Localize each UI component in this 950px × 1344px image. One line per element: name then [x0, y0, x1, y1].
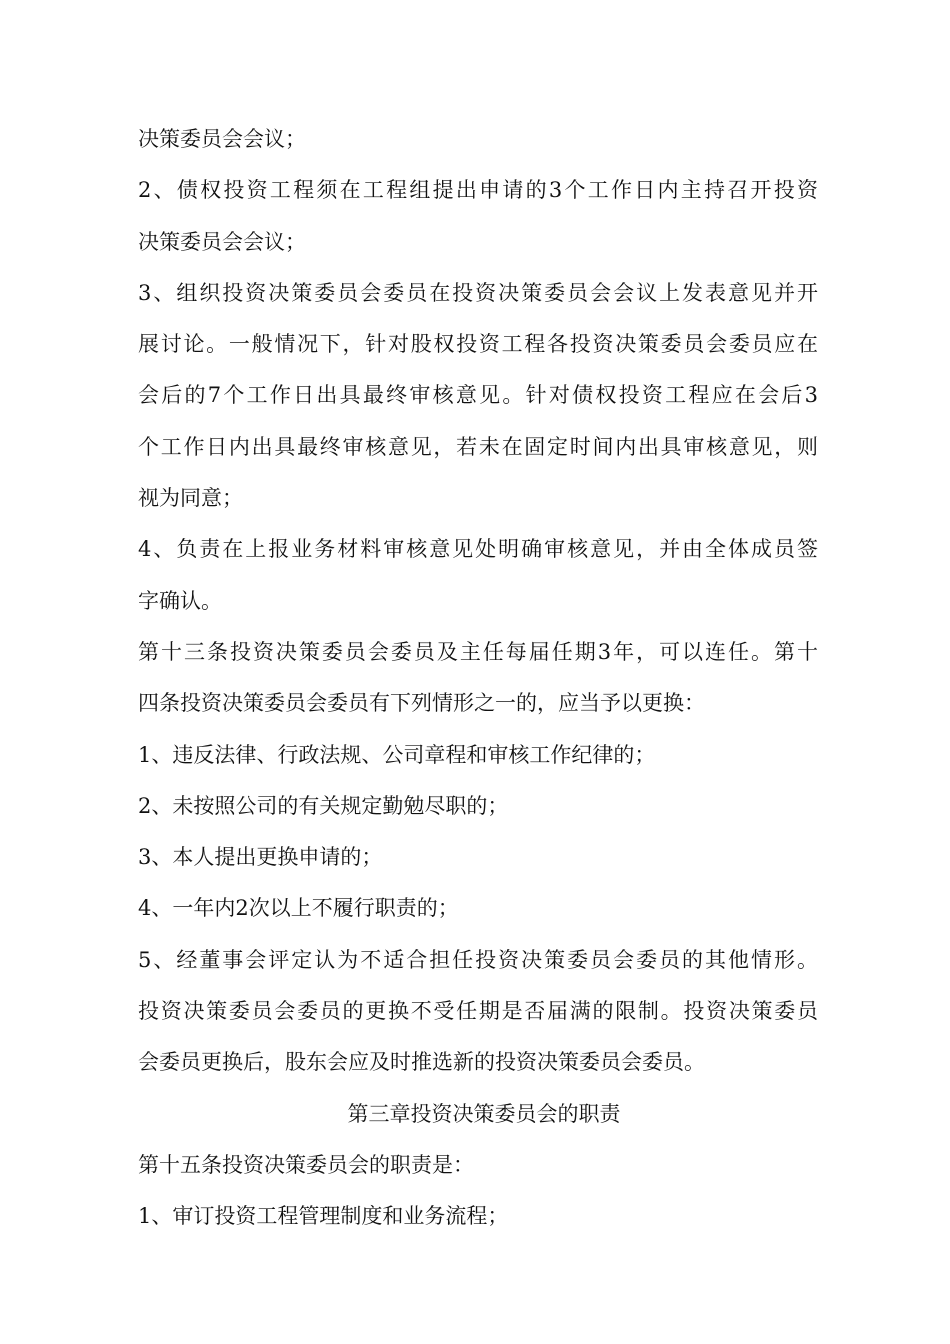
- text-line: 第十三条投资决策委员会委员及主任每届任期3年，可以连任。第十: [138, 639, 818, 664]
- text-line: 四条投资决策委员会委员有下列情形之一的，应当予以更换：: [138, 691, 705, 716]
- text-line: 4、一年内2次以上不履行职责的；: [138, 896, 459, 921]
- text-line: 会后的7个工作日出具最终审核意见。针对债权投资工程应在会后3: [138, 383, 818, 408]
- text-line: 1、审订投资工程管理制度和业务流程；: [138, 1204, 509, 1229]
- text-line: 投资决策委员会委员的更换不受任期是否届满的限制。投资决策委员: [138, 999, 818, 1024]
- chapter-heading: 第三章投资决策委员会的职责: [347, 1101, 621, 1126]
- text-line: 2、债权投资工程须在工程组提出申请的3个工作日内主持召开投资: [138, 178, 818, 203]
- text-line: 决策委员会会议；: [138, 127, 306, 151]
- text-line: 5、经董事会评定认为不适合担任投资决策委员会委员的其他情形。: [138, 947, 818, 972]
- text-line: 决策委员会会议；: [138, 229, 306, 254]
- document-body: [138, 114, 818, 1243]
- text-line: 1、违反法律、行政法规、公司章程和审核工作纪律的；: [138, 742, 656, 767]
- text-line: 个工作日内出具最终审核意见，若未在固定时间内出具审核意见，则: [138, 434, 818, 459]
- text-line: 字确认。: [138, 588, 222, 613]
- text-line: 3、组织投资决策委员会委员在投资决策委员会会议上发表意见并开: [138, 280, 818, 305]
- text-line: 展讨论。一般情况下，针对股权投资工程各投资决策委员会委员应在: [138, 332, 818, 357]
- text-line: 2、未按照公司的有关规定勤勉尽职的；: [138, 793, 509, 818]
- text-line: 视为同意；: [138, 486, 243, 511]
- text-line: 4、负责在上报业务材料审核意见处明确审核意见，并由全体成员签: [138, 537, 818, 562]
- text-line: 会委员更换后，股东会应及时推选新的投资决策委员会委员。: [138, 1050, 705, 1075]
- text-line: 第十五条投资决策委员会的职责是：: [138, 1152, 474, 1177]
- text-line: 3、本人提出更换申请的；: [138, 845, 383, 870]
